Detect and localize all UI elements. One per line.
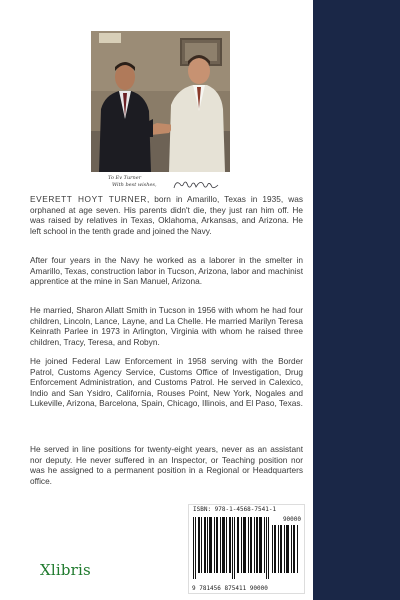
bio-paragraph-3-text: He married, Sharon Allatt Smith in Tucson in 1956 with whom he had four children, Lincoln, Lance, Layne, and La Chelle. He married Marilyn Teresa Keinrath Parlee in 1973 in Arlington, Virginia with whom he raised three children, Tracy, Teresa, and Robyn. [30, 305, 303, 347]
bio-paragraph-4 [30, 356, 303, 409]
bio-paragraph-5 [30, 444, 303, 486]
price-code: 90000 [282, 516, 301, 523]
inscription-line-1: To Ev Turner [108, 175, 142, 181]
barcode-bars [193, 517, 299, 579]
bio-paragraph-4-text: He joined Federal Law Enforcement in 1958 serving with the Border Patrol, Customs Agency Service, Customs Office of Investigation, Drug Enforcement Administration, and Customs Patrol. He served in Calexico, Indio and San Ysidro, California, Rouses Point, New York, Nogales and Lukeville, Arizona, Barcelona, Spain, Chicago, Illinois, and El Paso, Texas. [30, 356, 303, 409]
bio-paragraph-1-text: , born in Amarillo, Texas in 1935, was orphaned at age seven. His parents didn't die, they just ran him off. He was raised by relatives in Texas, Oklahoma, Arkansas, and Arizona. He left school in the tenth grade and joined the Navy. [30, 194, 303, 236]
signature-image [172, 178, 220, 192]
cover-spine-band [313, 0, 400, 600]
barcode-digits: 9 781456 875411 90000 [192, 585, 268, 592]
inscription-line-2: With best wishes, [112, 182, 157, 188]
isbn-barcode [188, 504, 305, 594]
bio-paragraph-2 [30, 255, 303, 287]
bio-paragraph-3 [30, 305, 303, 347]
bio-paragraph-2-text: After four years in the Navy he worked as a laborer in the smelter in Amarillo, Texas, construction labor in Tucson, Arizona, labor and machinist apprentice at the mine in San Manuel, Arizona. [30, 255, 303, 287]
bio-paragraph-1 [30, 194, 303, 236]
isbn-label: ISBN: 978-1-4568-7541-1 [193, 506, 277, 513]
handshake-photo-illustration [91, 31, 230, 172]
publisher-logo: Xlibris [40, 561, 91, 579]
cover-photo-handshake [91, 31, 230, 172]
bio-paragraph-5-text: He served in line positions for twenty-eight years, never as an assistant nor deputy. He never suffered in an Inspector, or Teaching position nor was he assigned to a permanent position in a Regional or Headquarters office. [30, 444, 303, 486]
author-name-lead: EVERETT HOYT TURNER [30, 194, 147, 204]
